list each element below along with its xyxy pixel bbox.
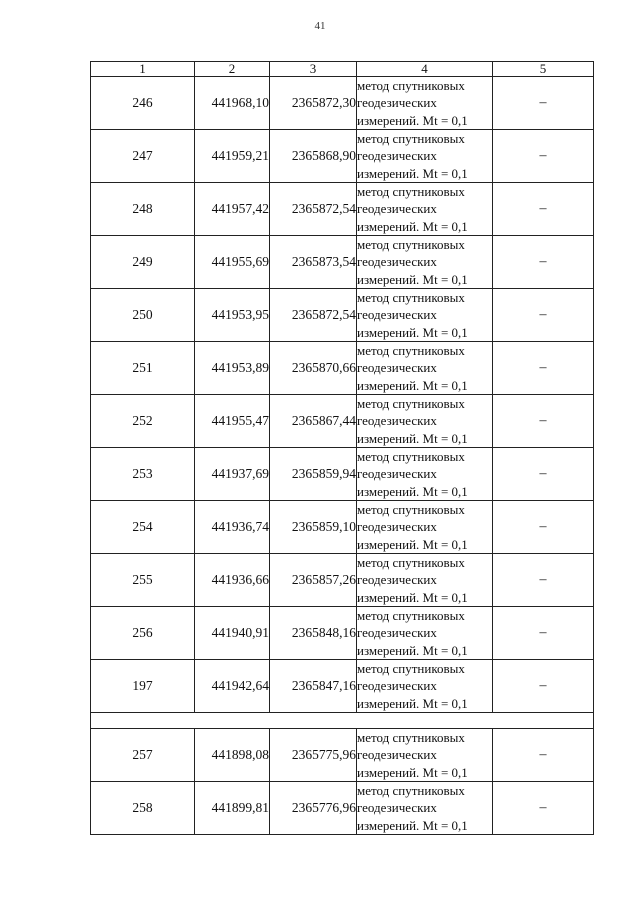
method-text-line: метод спутниковых [357,131,465,147]
point-number: 251 [91,342,195,395]
column-5-value: – [493,289,594,342]
x-coordinate: 441899,81 [195,782,270,835]
x-coordinate: 441968,10 [195,77,270,130]
method-text-line: метод спутниковых [357,608,465,624]
point-number: 256 [91,607,195,660]
table-row [91,236,594,289]
table-row [91,554,594,607]
x-coordinate: 441953,95 [195,289,270,342]
method-text-line: метод спутниковых [357,343,465,359]
column-header-4: 4 [357,62,493,77]
x-coordinate: 441955,47 [195,395,270,448]
method-text-line: метод спутниковых [357,783,465,799]
x-coordinate: 441959,21 [195,130,270,183]
method-cell [357,183,493,236]
point-number: 255 [91,554,195,607]
method-text-line: геодезических [357,148,437,164]
method-text-line: метод спутниковых [357,78,465,94]
method-text-line: метод спутниковых [357,661,465,677]
method-text-line: метод спутниковых [357,290,465,306]
column-5-value: – [493,77,594,130]
table-row [91,289,594,342]
y-coordinate: 2365847,16 [270,660,357,713]
method-text-line: измерений. Mt = 0,1 [357,817,468,833]
method-text-line: измерений. Mt = 0,1 [357,165,468,181]
method-text-line: геодезических [357,307,437,323]
method-text-line: метод спутниковых [357,502,465,518]
column-header-2: 2 [195,62,270,77]
y-coordinate: 2365867,44 [270,395,357,448]
x-coordinate: 441957,42 [195,183,270,236]
y-coordinate: 2365859,94 [270,448,357,501]
method-text-line: метод спутниковых [357,184,465,200]
method-text-line: измерений. Mt = 0,1 [357,483,468,499]
y-coordinate: 2365857,26 [270,554,357,607]
method-text-line: геодезических [357,678,437,694]
y-coordinate: 2365870,66 [270,342,357,395]
table-body [91,77,594,835]
method-text-line: измерений. Mt = 0,1 [357,377,468,393]
column-5-value: – [493,729,594,782]
point-number: 247 [91,130,195,183]
point-number: 246 [91,77,195,130]
point-number: 253 [91,448,195,501]
x-coordinate: 441898,08 [195,729,270,782]
method-text-line: геодезических [357,360,437,376]
method-text-line: измерений. Mt = 0,1 [357,271,468,287]
x-coordinate: 441955,69 [195,236,270,289]
x-coordinate: 441937,69 [195,448,270,501]
method-text-line: геодезических [357,519,437,535]
column-header-3: 3 [270,62,357,77]
coordinates-table [90,61,594,835]
table-row [91,130,594,183]
method-text-line: геодезических [357,201,437,217]
column-header-1: 1 [91,62,195,77]
method-text-line: геодезических [357,747,437,763]
method-cell [357,607,493,660]
point-number: 254 [91,501,195,554]
table-row [91,395,594,448]
column-5-value: – [493,236,594,289]
method-text-line: измерений. Mt = 0,1 [357,764,468,780]
y-coordinate: 2365848,16 [270,607,357,660]
method-text-line: геодезических [357,95,437,111]
method-text-line: геодезических [357,413,437,429]
table-row [91,782,594,835]
method-text-line: измерений. Mt = 0,1 [357,430,468,446]
point-number: 197 [91,660,195,713]
table-row [91,660,594,713]
x-coordinate: 441940,91 [195,607,270,660]
method-cell [357,77,493,130]
method-text-line: метод спутниковых [357,237,465,253]
method-cell [357,395,493,448]
method-text-line: геодезических [357,254,437,270]
table-row [91,607,594,660]
table-row [91,448,594,501]
x-coordinate: 441942,64 [195,660,270,713]
point-number: 258 [91,782,195,835]
method-text-line: метод спутниковых [357,730,465,746]
y-coordinate: 2365873,54 [270,236,357,289]
method-text-line: геодезических [357,466,437,482]
y-coordinate: 2365868,90 [270,130,357,183]
column-5-value: – [493,342,594,395]
x-coordinate: 441936,66 [195,554,270,607]
method-text-line: измерений. Mt = 0,1 [357,112,468,128]
method-cell [357,501,493,554]
method-cell [357,554,493,607]
column-5-value: – [493,395,594,448]
method-text-line: измерений. Mt = 0,1 [357,642,468,658]
method-text-line: измерений. Mt = 0,1 [357,536,468,552]
column-5-value: – [493,782,594,835]
y-coordinate: 2365872,54 [270,183,357,236]
point-number: 249 [91,236,195,289]
method-text-line: измерений. Mt = 0,1 [357,218,468,234]
x-coordinate: 441953,89 [195,342,270,395]
page-number: 41 [314,20,326,32]
column-5-value: – [493,660,594,713]
table-row [91,77,594,130]
method-cell [357,130,493,183]
y-coordinate: 2365859,10 [270,501,357,554]
separator-cell [91,713,594,729]
y-coordinate: 2365872,30 [270,77,357,130]
table-header-row [91,62,594,77]
method-text-line: геодезических [357,572,437,588]
method-text-line: метод спутниковых [357,396,465,412]
column-5-value: – [493,448,594,501]
method-cell [357,729,493,782]
method-text-line: измерений. Mt = 0,1 [357,324,468,340]
point-number: 248 [91,183,195,236]
method-text-line: измерений. Mt = 0,1 [357,589,468,605]
x-coordinate: 441936,74 [195,501,270,554]
separator-row [91,713,594,729]
column-5-value: – [493,501,594,554]
point-number: 252 [91,395,195,448]
method-cell [357,782,493,835]
y-coordinate: 2365775,96 [270,729,357,782]
column-5-value: – [493,183,594,236]
method-text-line: геодезических [357,625,437,641]
table-row [91,729,594,782]
method-text-line: метод спутниковых [357,449,465,465]
table-row [91,501,594,554]
y-coordinate: 2365872,54 [270,289,357,342]
y-coordinate: 2365776,96 [270,782,357,835]
method-cell [357,448,493,501]
table-row [91,183,594,236]
method-cell [357,342,493,395]
method-text-line: метод спутниковых [357,555,465,571]
method-text-line: геодезических [357,800,437,816]
method-cell [357,236,493,289]
column-5-value: – [493,554,594,607]
column-header-5: 5 [493,62,594,77]
column-5-value: – [493,607,594,660]
point-number: 257 [91,729,195,782]
method-cell [357,660,493,713]
column-5-value: – [493,130,594,183]
method-text-line: измерений. Mt = 0,1 [357,695,468,711]
point-number: 250 [91,289,195,342]
method-cell [357,289,493,342]
table-row [91,342,594,395]
